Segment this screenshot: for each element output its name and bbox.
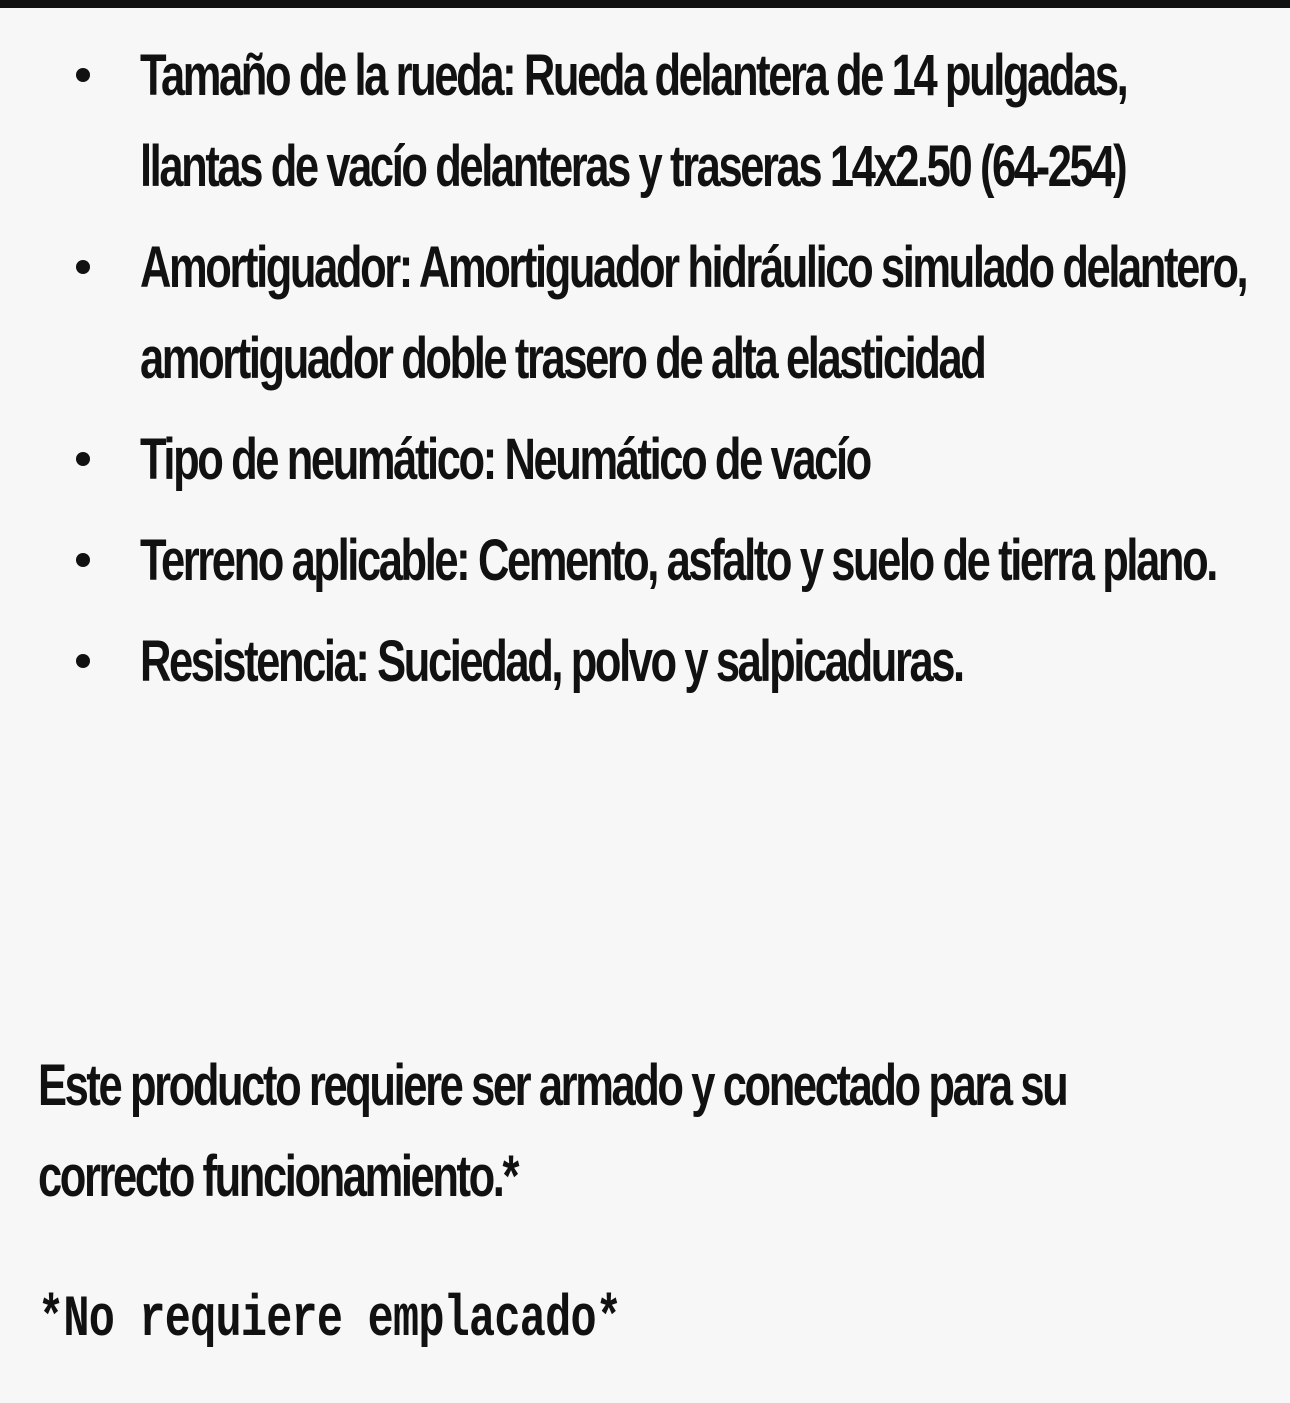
bullet-icon <box>76 654 90 668</box>
spec-item-resistance <box>0 616 1250 707</box>
spec-item-tire-type <box>0 414 1250 505</box>
spec-text: Terreno aplicable: Cemento, asfalto y suelo de tierra plano. <box>140 528 1216 593</box>
bullet-icon <box>76 68 90 82</box>
spec-item-wheel-size <box>0 30 1250 212</box>
spec-item-shock-absorber <box>0 222 1250 404</box>
spec-text: Amortiguador: Amortiguador hidráulico simulado delantero, amortiguador doble trasero de alta elasticidad <box>140 235 1247 391</box>
spec-text: Tamaño de la rueda: Rueda delantera de 14 pulgadas, llantas de vacío delanteras y traseras 14x2.50 (64-254) <box>140 43 1127 199</box>
spec-text: Resistencia: Suciedad, polvo y salpicaduras. <box>140 629 963 694</box>
plate-note: *No requiere emplacado* <box>38 1288 622 1353</box>
bullet-icon <box>76 260 90 274</box>
spec-list <box>0 30 1290 717</box>
spec-text: Tipo de neumático: Neumático de vacío <box>140 427 870 492</box>
assembly-note: Este producto requiere ser armado y conectado para su correcto funcionamiento.* <box>38 1053 1067 1209</box>
spec-item-terrain <box>0 515 1250 606</box>
bullet-icon <box>76 452 90 466</box>
bullet-icon <box>76 553 90 567</box>
